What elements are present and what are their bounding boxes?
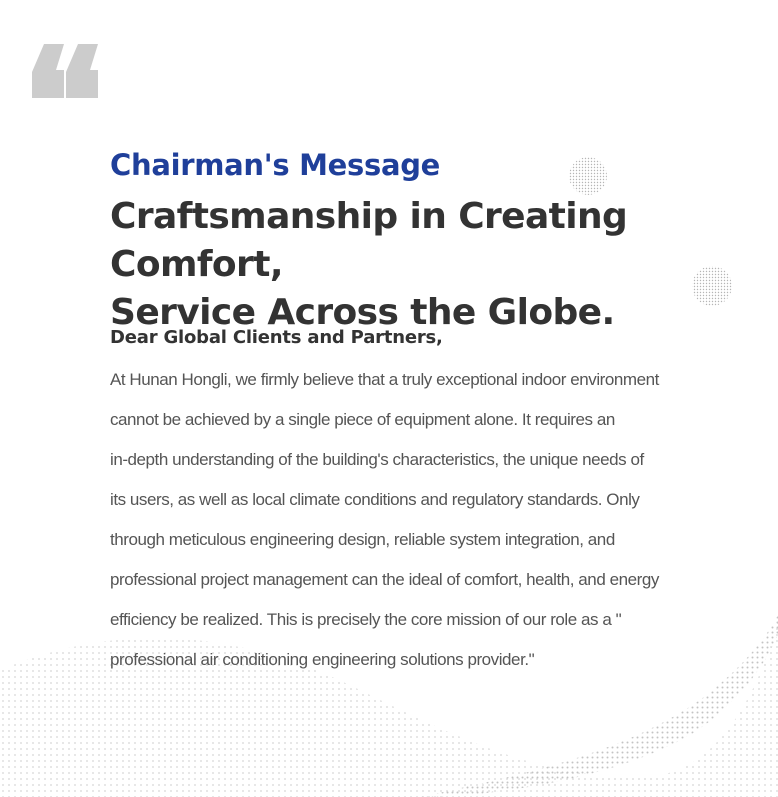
body-line: professional air conditioning engineering solutions provider." <box>110 650 535 669</box>
dot-pattern-decoration <box>566 154 610 198</box>
message-body <box>110 360 659 680</box>
section-eyebrow: Chairman's Message <box>110 148 441 182</box>
body-line: At Hunan Hongli, we firmly believe that a truly exceptional indoor environment <box>110 370 659 389</box>
headline-line-1: Craftsmanship in Creating Comfort, <box>110 196 628 285</box>
page-headline <box>110 193 770 337</box>
body-line: efficiency be realized. This is precisely the core mission of our role as a " <box>110 610 622 629</box>
headline-line-2: Service Across the Globe. <box>110 292 615 333</box>
body-line: professional project management can the ideal of comfort, health, and energy <box>110 570 659 589</box>
quote-icon <box>30 22 102 102</box>
body-line: in-depth understanding of the building's characteristics, the unique needs of <box>110 450 644 469</box>
body-line: its users, as well as local climate conditions and regulatory standards. Only <box>110 490 640 509</box>
body-line: through meticulous engineering design, reliable system integration, and <box>110 530 615 549</box>
salutation: Dear Global Clients and Partners, <box>110 327 443 348</box>
body-line: cannot be achieved by a single piece of equipment alone. It requires an <box>110 410 615 429</box>
